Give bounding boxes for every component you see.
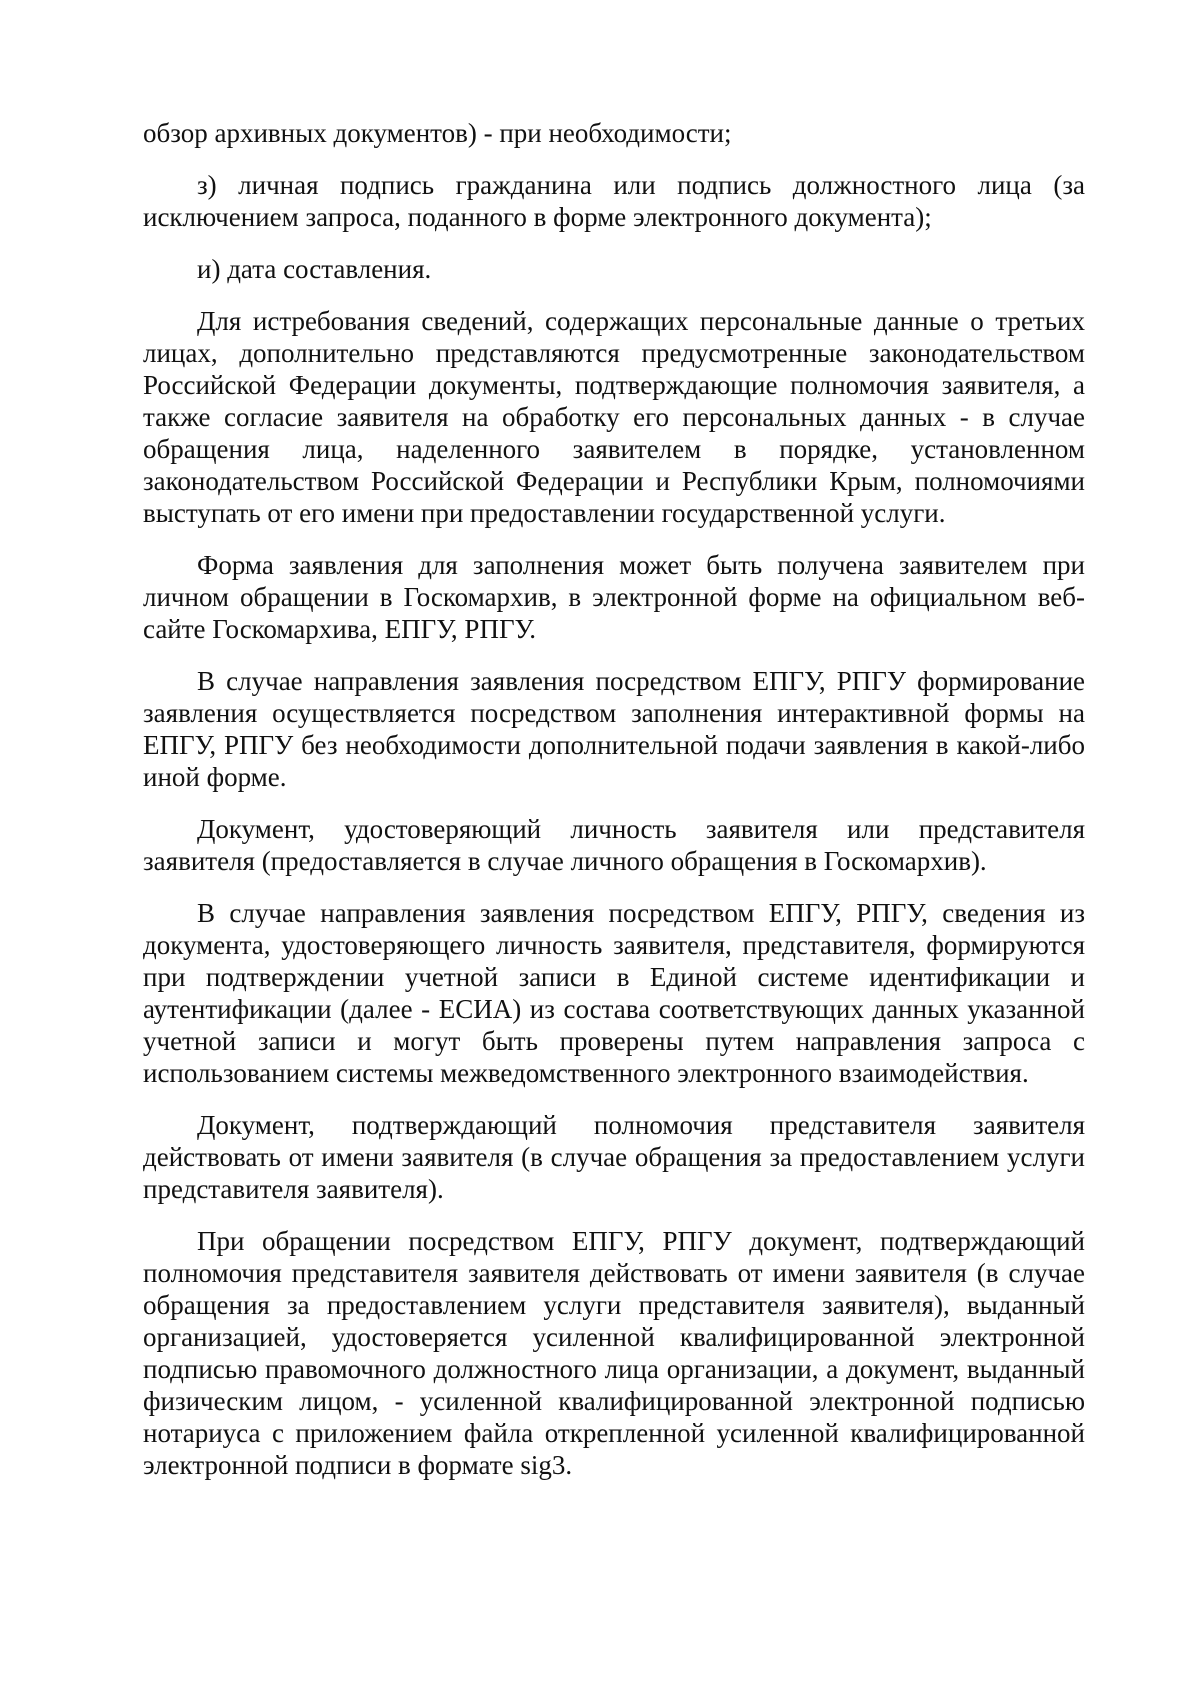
paragraph-item-i: и) дата составления. [197,254,432,284]
paragraph-esia-identity: В случае направления заявления посредством ЕПГУ, РПГУ, сведения из документа, удостоверяющего личность заявителя, представителя, формируются при подтверждении учетной записи в Единой системе идентификации и аутентификации (далее - ЕСИА) из состава соответствующих данных указанной учетной записи и могут быть проверены путем направления запроса с использованием системы межведомственного электронного взаимодействия. [143,898,1085,1088]
paragraph-identity-document: Документ, удостоверяющий личность заявителя или представителя заявителя (предоставляется в случае личного обращения в Госкомархив). [143,814,1085,876]
paragraph-electronic-signature: При обращении посредством ЕПГУ, РПГУ документ, подтверждающий полномочия представителя заявителя действовать от имени заявителя (в случае обращения за предоставлением услуги представителя заявителя), выданный организацией, удостоверяется усиленной квалифицированной электронной подписью правомочного должностного лица организации, а документ, выданный физическим лицом, - усиленной квалифицированной электронной подписью нотариуса с приложением файла открепленной усиленной квалифицированной электронной подписи в формате sig3. [143,1226,1085,1480]
paragraph-item-z: з) личная подпись гражданина или подпись должностного лица (за исключением запроса, поданного в форме электронного документа); [143,170,1085,232]
paragraph-continuation: обзор архивных документов) - при необходимости; [143,118,732,148]
paragraph-third-party-data: Для истребования сведений, содержащих персональные данные о третьих лицах, дополнительно представляются предусмотренные законодательством Российской Федерации документы, подтверждающие полномочия заявителя, а также согласие заявителя на обработку его персональных данных - в случае обращения лица, наделенного заявителем в порядке, установленном законодательством Российской Федерации и Республики Крым, полномочиями выступать от его имени при предоставлении государственной услуги. [143,306,1085,528]
paragraph-epgu-submission: В случае направления заявления посредством ЕПГУ, РПГУ формирование заявления осуществляется посредством заполнения интерактивной формы на ЕПГУ, РПГУ без необходимости дополнительной подачи заявления в какой-либо иной форме. [143,666,1085,792]
paragraph-application-form: Форма заявления для заполнения может быть получена заявителем при личном обращении в Госкомархив, в электронной форме на официальном веб-сайте Госкомархива, ЕПГУ, РПГУ. [143,550,1085,644]
document-body [143,117,1085,1501]
paragraph-representative-authority: Документ, подтверждающий полномочия представителя заявителя действовать от имени заявителя (в случае обращения за предоставлением услуги представителя заявителя). [143,1110,1085,1204]
